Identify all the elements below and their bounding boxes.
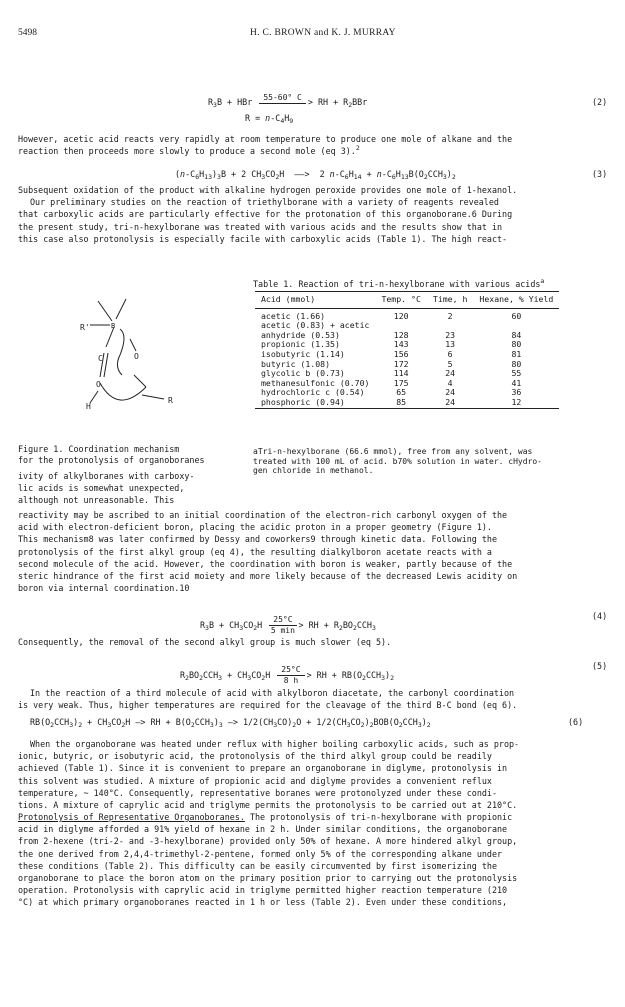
table-row: hydrochloric c (0.54) 65 24 36 (261, 387, 522, 398)
paragraph-3-wrap (18, 470, 248, 507)
text-line: the present study, tri-n-hexylborane was treated with various acids and the results show that in (18, 221, 503, 232)
text-line: organoborane to place the boron atom on the primary position prior to carrying out the protonolysis (18, 872, 518, 883)
eq4-arrow: 25°C 5 min (270, 615, 295, 635)
table-header-row (255, 292, 559, 309)
paragraph-3 (18, 509, 608, 594)
col-header: Temp. °C (375, 292, 426, 309)
equation-2: $R_3B$ + HBr 55-60° C > RH + $R_2BBr$ (208, 93, 368, 109)
text-line: Consequently, the removal of the second alkyl group is much slower (eq 5). (18, 637, 392, 647)
paragraph-6 (18, 738, 608, 811)
equation-3: $(n-C_6H_{13})_3B + 2$ $CH_3CO_2H$ ——> 2 $n-C_6H_{14} + n-C_6H_{13}B(O_2CCH_3)_2$ (175, 169, 456, 181)
atom-label: B (111, 322, 116, 330)
text-line: acid in diglyme afforded a 91% yield of hexane in 2 h. Under similar conditions, the organoborane (18, 824, 508, 835)
table1-caption: Table 1. Reaction of tri-n-hexylborane with various acids$^a$ (253, 277, 545, 289)
table-row: acetic (1.66) 120 2 60 (261, 310, 522, 321)
text-line: Protonolysis of Representative Organoboranes. The protonolysis of tri-n-hexylborane with propionic (18, 812, 513, 822)
eq2-arrow (259, 93, 306, 104)
text-line: Our preliminary studies on the reaction of triethylborane with a variety of reagents revealed (30, 197, 499, 208)
footnote-line: treated with 100 mL of acid. b70% solution in water. cHydro- (253, 456, 542, 466)
atom-label: O (96, 380, 101, 389)
text-line: from 2-hexene (tri-2- and -3-hexylborane) provided only 50% of hexane. A more hindered alkyl group, (18, 836, 518, 847)
table-row: phosphoric (0.94) 85 24 12 (255, 398, 559, 408)
text-line: steric hindrance of the first acid moiety and more likely because of the decreased Lewis acidity on (18, 570, 518, 581)
table-row: glycolic b (0.73) 114 24 55 (261, 368, 522, 379)
table-row: anhydride (0.53) 128 23 84 (261, 329, 522, 340)
col-header: Time, h (427, 292, 474, 309)
eq2-left: $R_3B$ + HBr (208, 97, 253, 109)
table-row: butyric (1.08) 172 5 80 (261, 358, 522, 369)
text-line: ionic, butyric, or isobutyric acid, the protonolysis of the third alkyl group could be readily (18, 751, 492, 762)
page-number: 5498 (18, 28, 37, 38)
text-line: reactivity may be ascribed to an initial coordination of the electron-rich carbonyl oxygen of the (18, 510, 508, 520)
paragraph-2 (18, 184, 608, 245)
atom-label: R' (80, 323, 90, 332)
text-line: these conditions (Table 2). This difficulty can be easily circumvented by first isomerizing the (18, 860, 498, 871)
col-header: Hexane, % Yield (473, 292, 559, 309)
paragraph-1 (18, 133, 608, 157)
table-row: methanesulfonic (0.70) 175 4 41 (261, 377, 522, 388)
text-line: second molecule of the acid. However, the coordination with boron is weaker, partly because of the (18, 558, 513, 569)
eq6-number: (6) (568, 717, 584, 727)
running-head: H. C. BROWN and K. J. MURRAY (250, 28, 396, 38)
text-line: operation. Protonolysis with caprylic acid in triglyme permitted higher reaction temperature (210 (18, 885, 508, 896)
text-line: protonolysis of the first alkyl group (eq 4), the resulting dialkylboron acetate reacts with a (18, 546, 492, 557)
footnote-line: aTri-n-hexylborane (66.6 mmol), free from any solvent, was (253, 447, 533, 456)
text-line: achieved (Table 1). Since it is convenient to prepare an organoborane in diglyme, protonolysis in (18, 763, 508, 774)
footnote-line: gen chloride in methanol. (253, 466, 374, 476)
eq3-number: (3) (592, 169, 608, 179)
text-line: the one derived from 2,4,4-trimethyl-2-pentene, formed only 5% of the corresponding alkane under (18, 848, 503, 859)
text-line: reaction then proceeds more slowly to produce a second mole (eq 3).$^2$ (18, 144, 360, 157)
atom-label: C (98, 354, 103, 363)
text-line: Subsequent oxidation of the product with alkaline hydrogen peroxide provides one mole of 1-hexanol. (18, 185, 518, 195)
text-line: this case also protonolysis is especially facile with carboxylic acids (Table 1). The high react- (18, 233, 508, 244)
text-line: although not unreasonable. This (18, 495, 175, 506)
paragraph-4 (18, 636, 608, 648)
text-line: However, acetic acid reacts very rapidly at room temperature to produce one mole of alkane and the (18, 134, 513, 144)
text-line: this solvent was studied. A mixture of propionic acid and diglyme provides a convenient reflux (18, 775, 492, 786)
figure-1-structure (60, 295, 200, 445)
text-line: that carboxylic acids are particularly effective for the protonation of this organoborane.6 During (18, 209, 513, 220)
paragraph-5 (18, 687, 608, 711)
equation-4: $R_3B + CH_3CO_2H$ 25°C 5 min > RH + $R_2BO_2CCH_3$ (200, 615, 376, 635)
text-line: acid with electron-deficient boron, placing the acidic proton in a proper geometry (Figure 1). (18, 522, 492, 533)
eq5-number: (5) (592, 661, 608, 671)
text-line: In the reaction of a third molecule of acid with alkylboron diacetate, the carbonyl coordination (30, 688, 515, 698)
text-line: When the organoborane was heated under reflux with higher boiling carboxylic acids, such as prop- (30, 739, 520, 749)
eq4-number: (4) (592, 611, 608, 621)
table-row: propionic (1.35) 143 13 80 (261, 339, 522, 350)
text-line: lic acids is somewhat unexpected, (18, 483, 185, 494)
eq2-right: RH + $R_2BBr$ (317, 97, 368, 109)
table1-footnotes (253, 447, 613, 476)
eq5-arrow: $\frac{25^\circ C}{8 h}$ (277, 665, 304, 686)
eq2-condition: 55-60° C (259, 93, 306, 104)
equation-6: $RB(O_2CCH_3)_2 + CH_3CO_2H$ —> RH + $B(O_2CCH_3)_3$ —> $1/2(CH_3CO)_2O + 1/2(CH_3CO_2)_2BOB(O_2CCH_3)_2$ (30, 717, 431, 729)
text-line: This mechanism8 was later confirmed by Dessy and coworkers9 through kinetic data. Following the (18, 534, 498, 545)
text-line: temperature, ~ 140°C. Consequently, representative boranes were protonolyzed under these condi- (18, 787, 498, 798)
figure-1-caption: Figure 1. Coordination mechanism for the protonolysis of organoboranes (18, 444, 205, 465)
equation-5: $R_2BO_2CCH_3 + CH_3CO_2H$ $\frac{25^\circ C}{8 h}$ > RH + $RB(O_2CCH_3)_2$ (180, 665, 394, 685)
table-1 (255, 291, 559, 409)
atom-label: O (134, 352, 139, 361)
table-row: acetic (0.83) + acetic (261, 320, 370, 331)
eq2-definition: $R = n-C_4H_9$ (245, 113, 294, 125)
atom-label: R (168, 396, 173, 405)
paragraph-7 (18, 811, 608, 909)
section-heading: Protonolysis of Representative Organoboranes. (18, 812, 245, 822)
ref-sup: 2 (355, 144, 360, 153)
atom-label: H (86, 402, 91, 411)
text-line: ivity of alkylboranes with carboxy- (18, 471, 195, 481)
text-line: boron via internal coordination.10 (18, 583, 190, 594)
text-line: tions. A mixture of caprylic acid and triglyme permits the protonolysis to be carried out at 210°C. (18, 799, 518, 810)
table-row: isobutyric (1.14) 156 6 81 (261, 348, 522, 359)
eq2-number: (2) (592, 97, 608, 107)
text-line: is very weak. Thus, higher temperatures are required for the cleavage of the third B-C bond (eq 6). (18, 700, 518, 711)
col-header: Acid (mmol) (255, 292, 375, 309)
text-line: °C) at which primary organoboranes reacted in 1 h or less (Table 2). Even under these conditions, (18, 897, 508, 908)
